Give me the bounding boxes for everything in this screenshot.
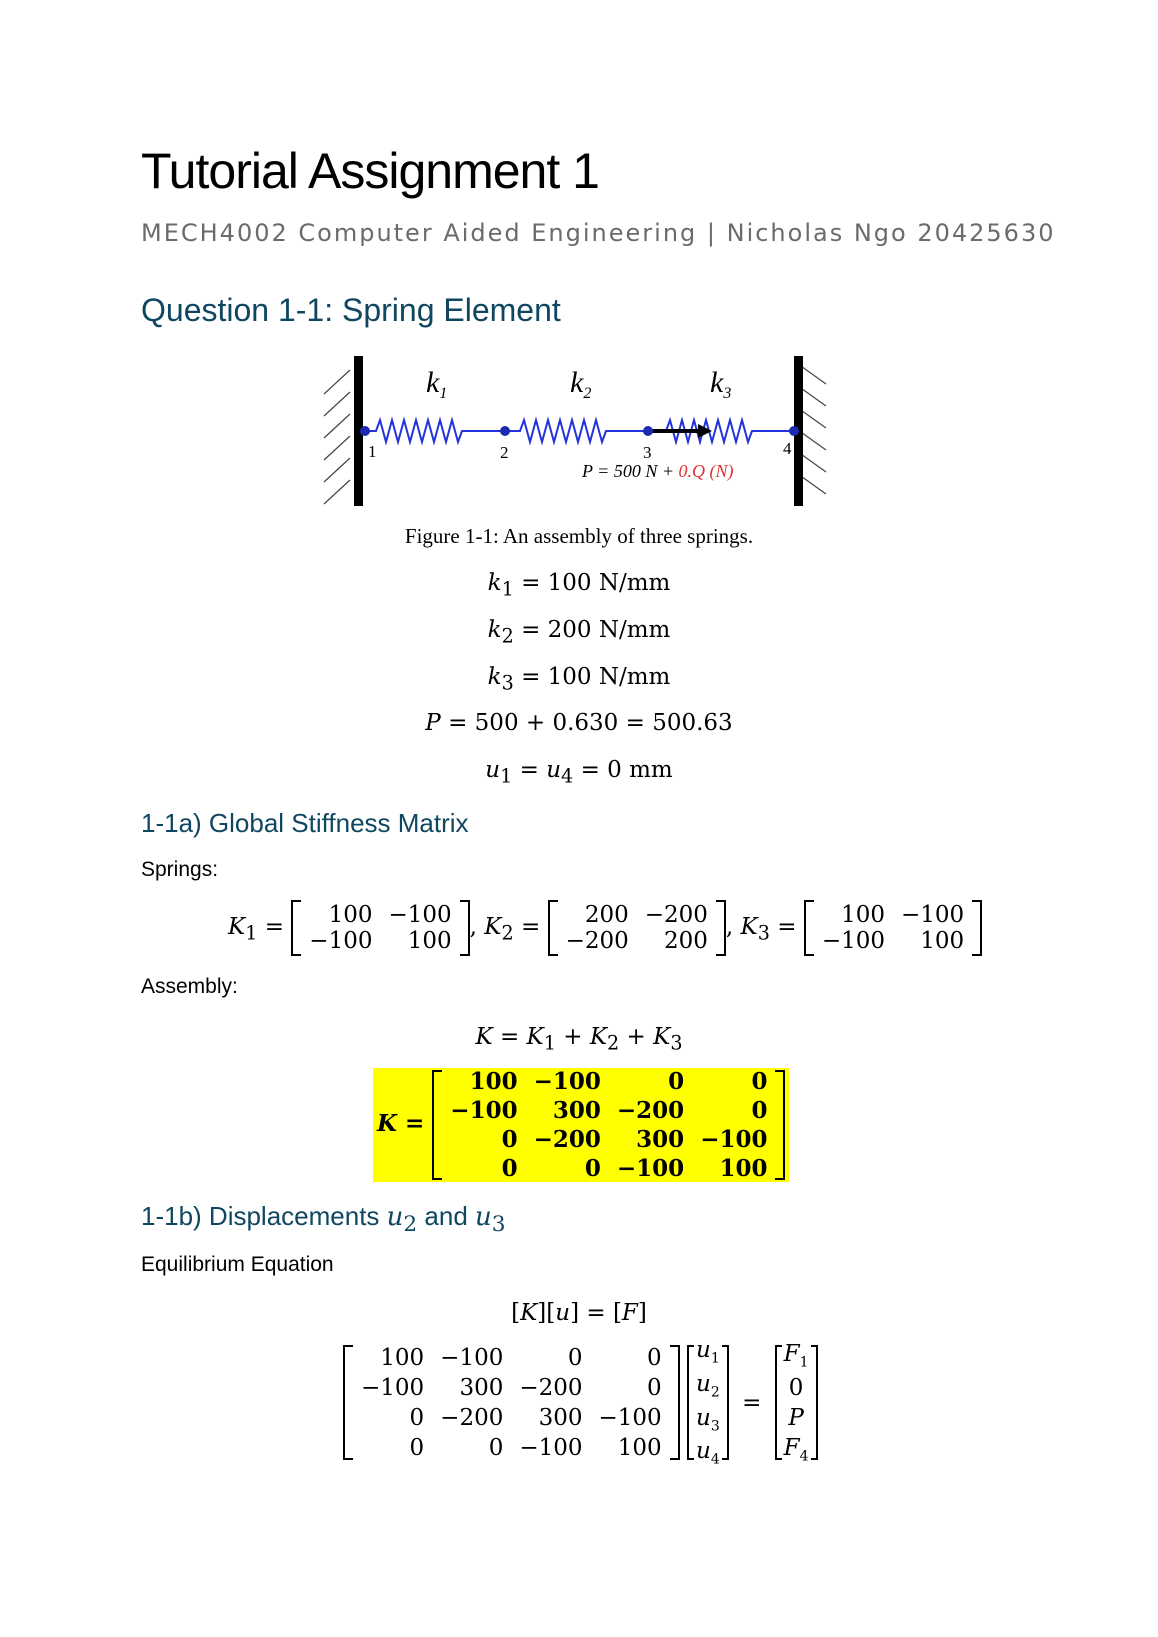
global-matrix-cell: −100 bbox=[450, 1097, 518, 1124]
u-vector bbox=[687, 1337, 729, 1468]
global-matrix-cell: 0 bbox=[501, 1126, 518, 1153]
system-matrix-cell: −200 bbox=[519, 1374, 583, 1401]
system-matrix-cell: −100 bbox=[598, 1404, 662, 1431]
global-matrix-cell: 0 bbox=[584, 1155, 601, 1182]
system-matrix-cell: 100 bbox=[617, 1434, 662, 1461]
k3-value: $k_3 = 100$ N/mm bbox=[487, 664, 671, 695]
equilibrium-label: Equilibrium Equation bbox=[141, 1253, 334, 1276]
system-matrix-cell: 0 bbox=[409, 1404, 425, 1431]
node-3-label: 3 bbox=[643, 443, 652, 462]
global-matrix-cell: −100 bbox=[533, 1068, 601, 1095]
k3-matrix-cell: −100 bbox=[901, 902, 965, 928]
node-4-label: 4 bbox=[783, 439, 792, 458]
global-matrix-cell: 0 bbox=[751, 1068, 768, 1095]
global-matrix-cell: −200 bbox=[533, 1126, 601, 1153]
node-4 bbox=[789, 426, 799, 436]
f-vector-entry: $F_1$ bbox=[783, 1340, 809, 1371]
k3-matrix-cell: 100 bbox=[920, 928, 965, 954]
k1-matrix-cell: 100 bbox=[407, 928, 452, 954]
global-matrix-cell: −200 bbox=[616, 1097, 685, 1124]
figure-caption: Figure 1-1: An assembly of three springs. bbox=[404, 524, 754, 548]
k2-value: $k_2 = 200$ N/mm bbox=[487, 617, 671, 648]
node-2-label: 2 bbox=[500, 443, 509, 462]
global-matrix-cell: 300 bbox=[552, 1097, 601, 1124]
k2-matrix-cell: 200 bbox=[584, 902, 629, 928]
k2-matrix-cell: 200 bbox=[664, 928, 708, 954]
node-2 bbox=[500, 426, 510, 436]
system-matrix-cell: 300 bbox=[538, 1404, 583, 1431]
k2-matrix bbox=[548, 900, 726, 956]
k2-matrix-cell: −200 bbox=[565, 928, 629, 954]
u-vector-entry: $u_4$ bbox=[696, 1438, 720, 1468]
spring-assembly-figure bbox=[320, 350, 840, 520]
system-matrix-cell: −200 bbox=[440, 1404, 504, 1431]
system-equation: 100 −100 0 0 −100 300 −200 0 0 −200 300 −100 0 0 −100 100 $u_1$ $u_2$ $u_3$ $u_4$ = $F_1$ 0 P $F_4$ bbox=[343, 1345, 818, 1460]
system-matrix-cell: 0 bbox=[488, 1434, 504, 1461]
global-matrix-cell: −100 bbox=[700, 1126, 768, 1153]
f-vector-entry: 0 bbox=[788, 1374, 804, 1401]
global-matrix-cell: −100 bbox=[616, 1155, 685, 1182]
question-heading: Question 1-1: Spring Element bbox=[141, 292, 561, 328]
u-vector-entry: $u_1$ bbox=[696, 1337, 720, 1367]
load-label: P = 500 N + 0.Q (N) bbox=[582, 461, 734, 481]
k1-label: $k_1$ bbox=[426, 366, 448, 402]
assembly-label: Assembly: bbox=[141, 975, 238, 998]
system-matrix-cell: −100 bbox=[519, 1434, 583, 1461]
system-matrix-cell: −100 bbox=[361, 1374, 425, 1401]
node-1 bbox=[360, 426, 370, 436]
k2-matrix-cell: −200 bbox=[644, 902, 708, 928]
springs-label: Springs: bbox=[141, 858, 219, 881]
k3-matrix-cell: −100 bbox=[821, 928, 885, 954]
document-subtitle: MECH4002 Computer Aided Engineering | Nicholas Ngo 20425630 bbox=[141, 219, 1056, 247]
f-vector-entry: $F_4$ bbox=[783, 1434, 809, 1465]
k1-matrix-cell: 100 bbox=[328, 902, 373, 928]
k3-label: $k_3$ bbox=[710, 366, 732, 402]
boundary-condition: $u_1 = u_4 = 0$ mm bbox=[485, 757, 673, 788]
left-wall-hatch bbox=[324, 370, 350, 504]
section-a-heading: 1-1a) Global Stiffness Matrix bbox=[141, 808, 469, 838]
k1-value: $k_1 = 100$ N/mm bbox=[487, 570, 671, 601]
k3-matrix bbox=[804, 900, 982, 956]
global-stiffness-matrix: K = 100 −100 0 0 −100 300 −200 0 0 −200 300 −100 0 0 −100 100 bbox=[373, 1068, 789, 1182]
u-vector-entry: $u_2$ bbox=[696, 1370, 720, 1401]
assembly-equation: $K = K_1 + K_2 + K_3$ bbox=[475, 1024, 683, 1055]
system-matrix-cell: 0 bbox=[409, 1434, 425, 1461]
node-1-label: 1 bbox=[368, 442, 377, 461]
k1-matrix bbox=[291, 900, 469, 956]
global-matrix-cell: 300 bbox=[636, 1126, 685, 1153]
document-title: Tutorial Assignment 1 bbox=[141, 143, 599, 199]
section-b-heading: 1-1b) Displacements $u_2$ and $u_3$ bbox=[141, 1201, 506, 1238]
f-vector-entry: P bbox=[788, 1404, 804, 1431]
system-matrix-cell: 300 bbox=[459, 1374, 504, 1401]
global-matrix-cell: 100 bbox=[719, 1155, 768, 1182]
u-vector-entry: $u_3$ bbox=[696, 1404, 720, 1435]
system-matrix-cell: 0 bbox=[647, 1344, 662, 1371]
k2-label: $k_2$ bbox=[570, 366, 592, 402]
element-matrices: $K_1$ = 100 −100 −100 100 , $K_2$ = 200 −200 −200 200 , $K_3$ = 100 −100 −100 100 bbox=[228, 900, 982, 956]
k3-matrix-cell: 100 bbox=[841, 902, 885, 928]
spring-2 bbox=[505, 420, 648, 442]
equilibrium-equation: [K][u] = [F] bbox=[511, 1300, 647, 1326]
global-matrix-cell: 0 bbox=[501, 1155, 518, 1182]
global-matrix-cell: 0 bbox=[668, 1068, 685, 1095]
system-matrix-cell: 0 bbox=[647, 1374, 662, 1401]
node-3 bbox=[643, 426, 653, 436]
system-matrix-cell: 0 bbox=[567, 1344, 583, 1371]
spring-1 bbox=[363, 420, 505, 442]
system-matrix-cell: −100 bbox=[440, 1344, 504, 1371]
k1-matrix-cell: −100 bbox=[309, 928, 373, 954]
global-matrix-cell: 100 bbox=[469, 1068, 518, 1095]
system-matrix-cell: 100 bbox=[380, 1344, 425, 1371]
f-vector bbox=[775, 1340, 818, 1465]
k1-matrix-cell: −100 bbox=[388, 902, 452, 928]
global-matrix-cell: 0 bbox=[751, 1097, 768, 1124]
p-value: P = 500 + 0.630 = 500.63 bbox=[425, 710, 733, 736]
